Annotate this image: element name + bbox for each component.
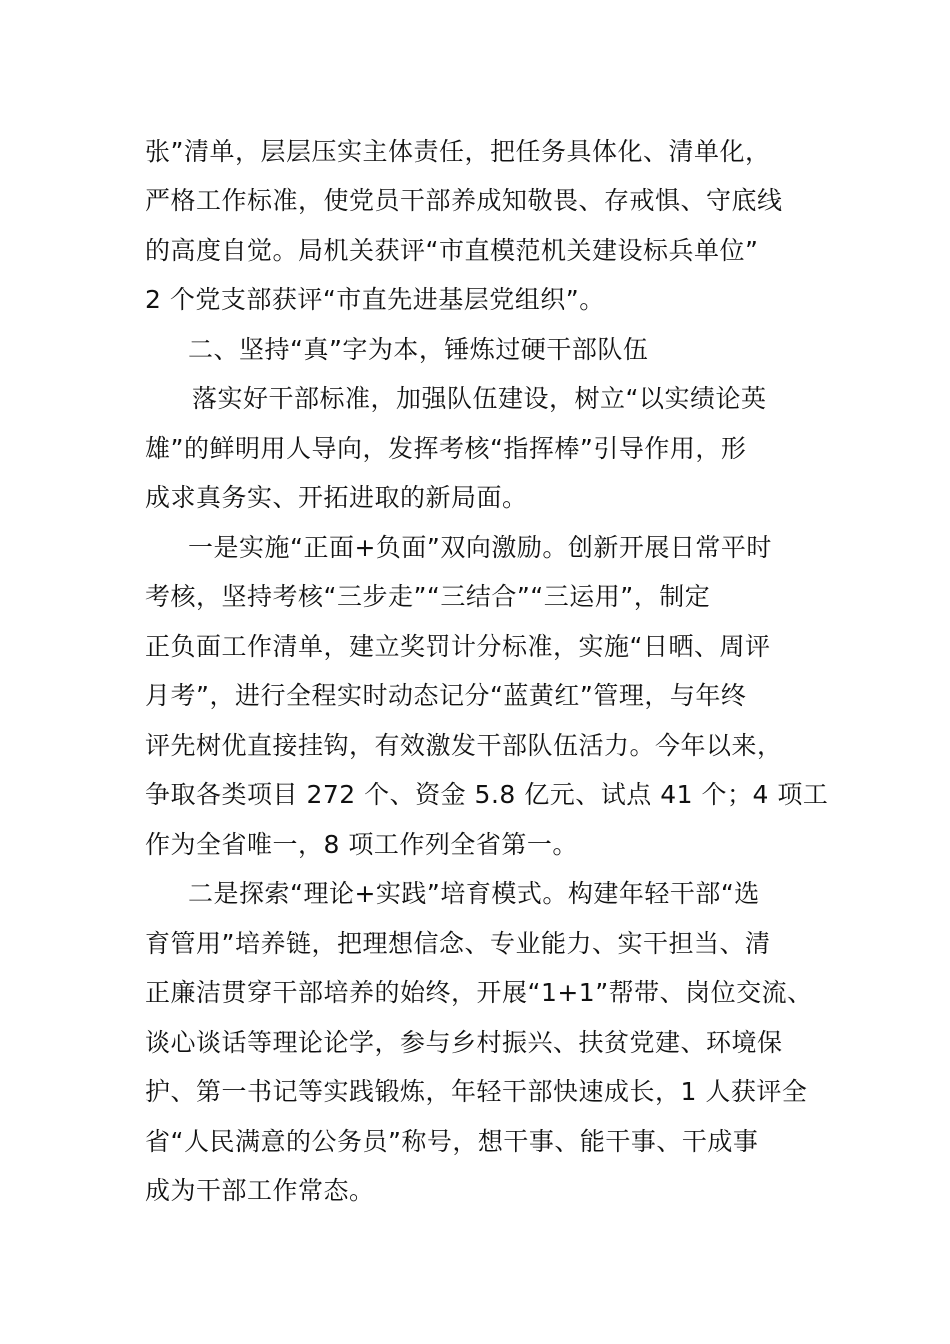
section-heading: 二、坚持“真”字为本，锤炼过硬干部队伍: [188, 335, 649, 364]
text-line: 落实好干部标准，加强队伍建设，树立“以实绩论英: [192, 384, 767, 413]
text-line: 严格工作标准，使党员干部养成知敬畏、存戒惧、守底线: [145, 186, 783, 215]
text-line: 二是探索“理论+实践”培育模式。构建年轻干部“选: [188, 879, 760, 908]
text-line: 2 个党支部获评“市直先进基层党组织”。: [145, 285, 605, 314]
text-line: 正负面工作清单，建立奖罚计分标准，实施“日晒、周评: [145, 632, 771, 661]
text-line: 雄”的鲜明用人导向，发挥考核“指挥棒”引导作用，形: [145, 434, 747, 463]
text-line: 考核，坚持考核“三步走”“三结合”“三运用”，制定: [145, 582, 711, 611]
text-line: 育管用”培养链，把理想信念、专业能力、实干担当、清: [145, 929, 771, 958]
text-line: 的高度自觉。局机关获评“市直模范机关建设标兵单位”: [145, 236, 759, 265]
text-line: 护、第一书记等实践锻炼，年轻干部快速成长，1 人获评全: [145, 1077, 808, 1106]
text-line: 成求真务实、开拓进取的新局面。: [145, 483, 528, 512]
text-line: 成为干部工作常态。: [145, 1176, 375, 1205]
text-line: 一是实施“正面+负面”双向激励。创新开展日常平时: [188, 533, 772, 562]
text-line: 月考”，进行全程实时动态记分“蓝黄红”管理，与年终: [145, 681, 747, 710]
text-line: 评先树优直接挂钩，有效激发干部队伍活力。今年以来，: [145, 731, 783, 760]
text-line: 省“人民满意的公务员”称号，想干事、能干事、干成事: [145, 1127, 759, 1156]
text-line: 张”清单，层层压实主体责任，把任务具体化、清单化，: [145, 137, 771, 166]
text-line: 争取各类项目 272 个、资金 5.8 亿元、试点 41 个；4 项工: [145, 780, 829, 809]
text-line: 正廉洁贯穿干部培养的始终，开展“1+1”帮带、岗位交流、: [145, 978, 813, 1007]
text-line: 作为全省唯一，8 项工作列全省第一。: [145, 830, 578, 859]
text-line: 谈心谈话等理论论学，参与乡村振兴、扶贫党建、环境保: [145, 1028, 783, 1057]
